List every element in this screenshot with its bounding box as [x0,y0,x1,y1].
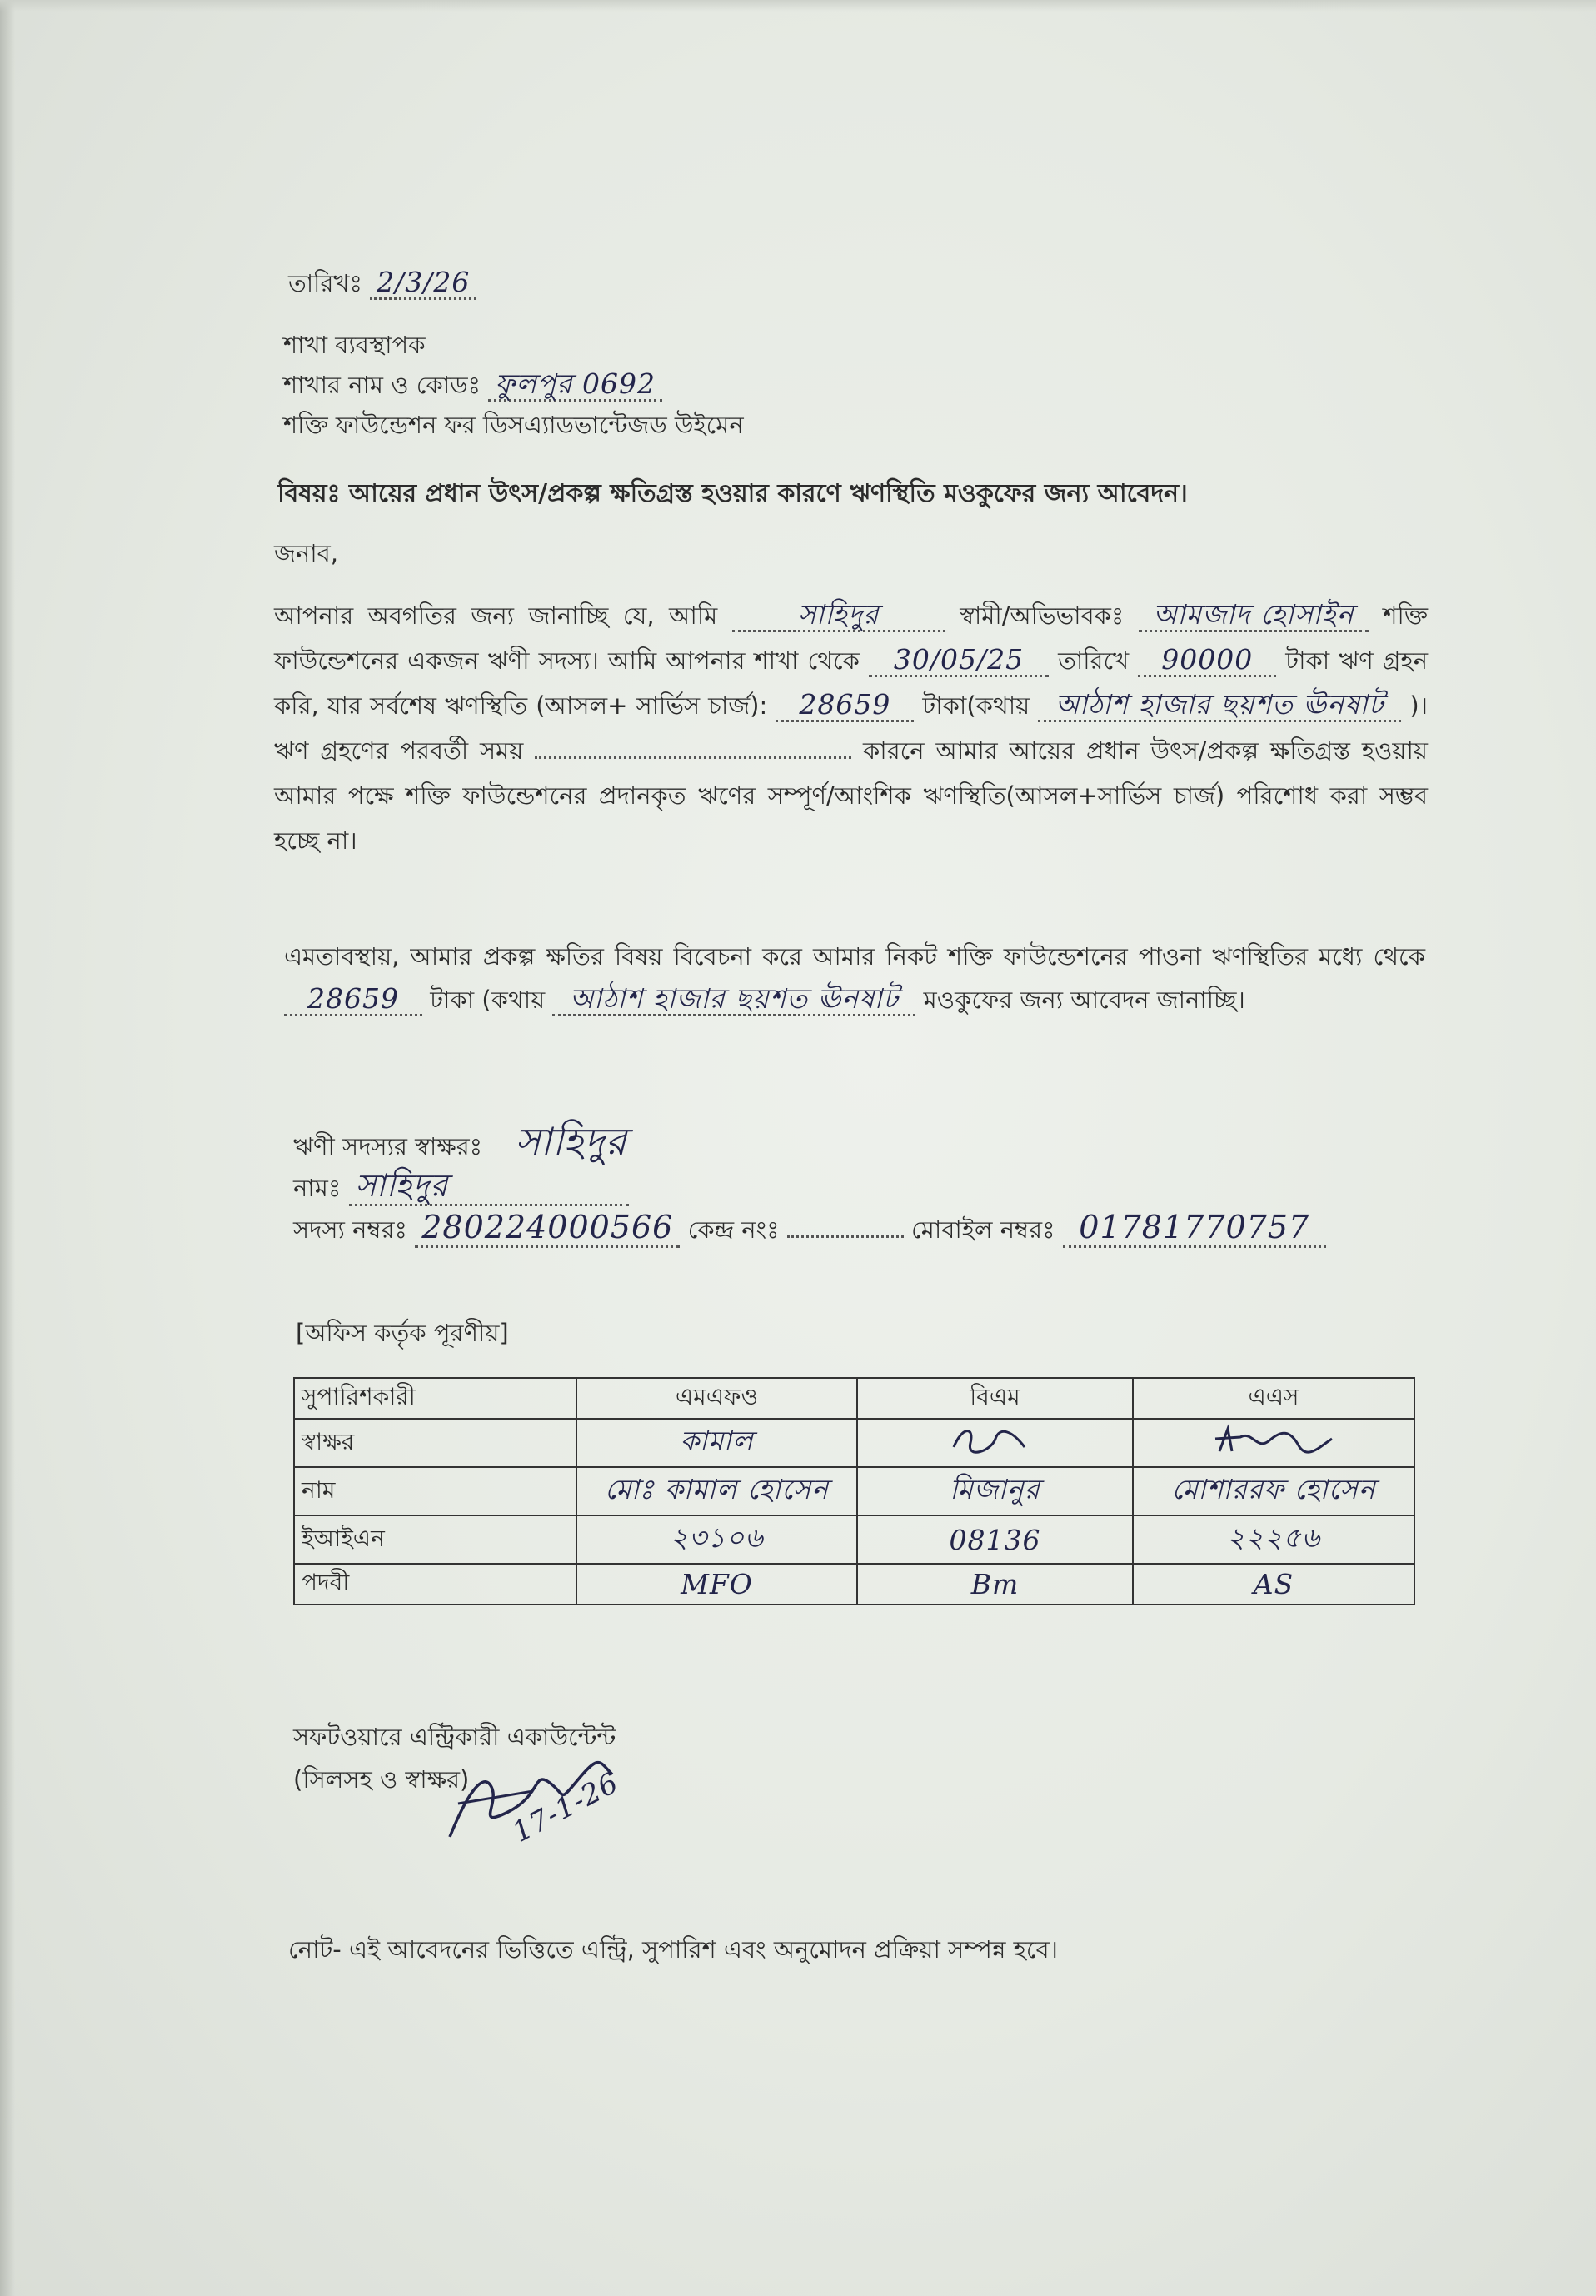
body1-text-1: আপনার অবগতির জন্য জানাচ্ছি যে, আমি [274,601,718,630]
row-label: স্বাক্ষর [294,1419,576,1467]
center-label: কেন্দ্র নংঃ [687,1215,780,1244]
outstanding-words: আঠাশ হাজার ছয়শত ঊনষাট [1038,690,1401,722]
row-label: নাম [294,1467,576,1515]
member-number-line [293,1209,1326,1250]
body1-text-4: তারিখে [1058,646,1130,675]
date-value: 2/3/26 [370,267,476,300]
body1-text-8: কারনে আমার আয়ের প্রধান উৎস/প্রকল্প ক্ষতিগ্রস্ত হওয়ায় আমার পক্ষে শক্তি ফাউন্ডেশনের প্রদানকৃত ঋণের সম্পূর্ণ/আংশিক ঋণস্থিতি(আসল+সার্ভিস চার্জ) পরিশোধ করা সম্ভব হচ্ছে না। [274,736,1429,855]
outstanding-amount: 28659 [776,690,914,722]
body1-text-3: শক্তি ফাউন্ডেশনের একজন ঋণী সদস্য। আমি আপনার শাখা থেকে [274,601,1429,675]
mobile-label: মোবাইল নম্বরঃ [910,1215,1055,1244]
member-signature-label: ঋণী সদস্যর স্বাক্ষরঃ [293,1132,483,1160]
center-blank [787,1214,904,1238]
reason-blank [535,735,851,759]
member-name-label: নামঃ [293,1174,342,1202]
guardian-name: আমজাদ হোসাইন [1139,600,1369,632]
row-label: ইআইএন [294,1515,576,1564]
bm-designation: Bm [857,1564,1133,1605]
accountant-title: সফটওয়ারে এন্ট্রিকারী একাউন্টেন্ট [293,1723,616,1751]
footer-note: নোট- এই আবেদনের ভিত্তিতে এন্ট্রি, সুপারিশ এবং অনুমোদন প্রক্রিয়া সম্পন্ন হবে। [288,1935,1059,1964]
body2-text-2: টাকা (কথায় [430,986,546,1014]
bm-signature-scribble [945,1422,1045,1459]
body2-text-1: এমতাবস্থায়, আমার প্রকল্প ক্ষতির বিষয় বিবেচনা করে আমার নিকট শক্তি ফাউন্ডেশনের পাওনা ঋণস্থিতির মধ্যে থেকে [284,942,1425,971]
member-name: সাহিদুর [349,1169,629,1206]
recipient-designation: শাখা ব্যবস্থাপক [283,331,426,359]
loan-date: 30/05/25 [869,645,1049,677]
as-signature [1133,1419,1414,1467]
body1-text-5: টাকা ঋণ গ্রহন করি, যার সর্বশেষ ঋণস্থিতি (আসল+ সার্ভিস চার্জ): [274,646,1429,720]
scan-shadow-left [0,0,15,2296]
branch-value: ফুলপুর 0692 [488,369,662,402]
bm-ein: 08136 [857,1515,1133,1564]
waiver-amount: 28659 [284,984,422,1016]
header-as: এএস [1133,1378,1414,1419]
subject-line: বিষয়ঃ আয়ের প্রধান উৎস/প্রকল্প ক্ষতিগ্রস্ত হওয়ার কারণে ঋণস্থিতি মওকুফের জন্য আবেদন। [277,479,1188,508]
as-signature-scribble [1207,1422,1340,1459]
mfo-name: মোঃ কামাল হোসেন [576,1467,857,1515]
branch-label: শাখার নাম ও কোডঃ [283,371,481,399]
recipient-block [283,325,744,445]
office-use-label: [অফিস কর্তৃক পূরণীয়] [296,1319,509,1347]
body1-guardian-label: স্বামী/অভিভাবকঃ [960,601,1125,630]
member-signature-block [293,1121,1326,1250]
member-number-label: সদস্য নম্বরঃ [293,1215,407,1244]
body-paragraph-1 [274,593,1428,863]
table-row-designation [294,1564,1414,1605]
header-mfo: এমএফও [576,1378,857,1419]
body-paragraph-2 [284,935,1425,1021]
table-row-signature [294,1419,1414,1467]
table-header-row [294,1378,1414,1419]
salutation: জনাব, [274,539,339,567]
organization-name: শক্তি ফাউন্ডেশন ফর ডিসএ্যাডভান্টেজড উইমেন [283,411,744,439]
applicant-name: সাহিদুর [732,600,945,632]
member-signature: সাহিদুর [515,1119,627,1164]
member-name-line [293,1167,1326,1209]
body1-text-7: )। ঋণ গ্রহণের পরবর্তী সময় [274,691,1429,765]
date-label: তারিখঃ [288,269,362,297]
table-row-name [294,1467,1414,1515]
mfo-ein: ২৩১০৬ [576,1515,857,1564]
body1-text-6: টাকা(কথায় [922,691,1030,720]
waiver-words: আঠাশ হাজার ছয়শত ঊনষাট [552,984,915,1016]
member-signature-line [293,1121,1326,1167]
accountant-seal-label: (সিলসহ ও স্বাক্ষর) [293,1765,470,1794]
office-recommendation-table [293,1377,1415,1605]
as-designation: AS [1133,1564,1414,1605]
body2-text-3: মওকুফের জন্য আবেদন জানাচ্ছি। [923,986,1245,1014]
accountant-sign-date: 17-1-26 [506,1765,625,1850]
as-ein: ২২২৫৬ [1133,1515,1414,1564]
branch-line [283,365,744,405]
row-label: পদবী [294,1564,576,1605]
date-line [288,265,476,306]
mfo-signature: কামাল [576,1419,857,1467]
mfo-designation: MFO [576,1564,857,1605]
loan-amount: 90000 [1138,645,1276,677]
bm-signature [857,1419,1133,1467]
member-number: 280224000566 [415,1210,680,1248]
table-row-ein [294,1515,1414,1564]
mobile-number: 01781770757 [1063,1210,1326,1248]
as-name: মোশাররফ হোসেন [1133,1467,1414,1515]
header-recommender: সুপারিশকারী [294,1378,576,1419]
bm-name: মিজানুর [857,1467,1133,1515]
scan-shadow-top [0,0,1596,12]
header-bm: বিএম [857,1378,1133,1419]
